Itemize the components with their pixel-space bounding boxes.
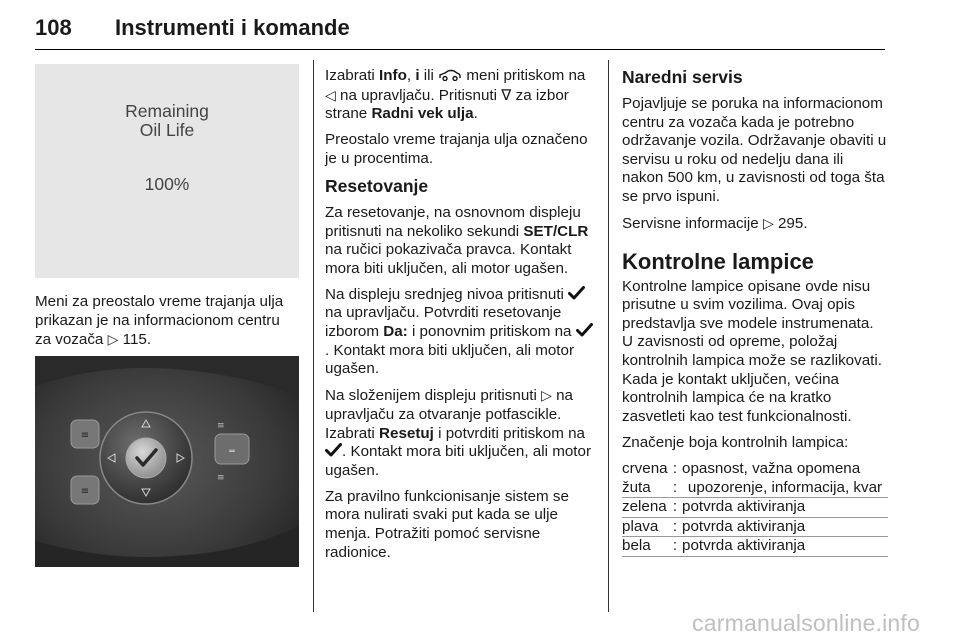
- nabla-icon: ∇: [501, 86, 512, 104]
- table-row: crvena : opasnost, važna opomena: [622, 460, 861, 477]
- table-row: zelena : potvrda aktiviranja: [622, 498, 888, 518]
- oil-life-value: 100%: [144, 174, 190, 194]
- page-header: [35, 10, 885, 50]
- arrow-left-icon: ◁: [325, 86, 336, 103]
- paragraph-reset-mid: Na displeju srednjeg nivoa pritisnuti na upravljaču. Potvrditi resetovanje izborom Da: i ponovnim pritiskom na . Kontakt mora biti uključen, ali motor ugašen.: [325, 286, 595, 379]
- heading-control-lamps: Kontrolne lampice: [622, 248, 814, 274]
- table-row: žuta : upozorenje, informacija, kvar: [622, 479, 888, 498]
- paragraph-lamp-colors-intro: Značenje boja kontrolnih lampica:: [622, 433, 849, 451]
- lamp-color-table: [622, 460, 888, 557]
- header-title: Instrumenti i komande: [115, 15, 350, 40]
- page-ref-icon: ▷: [762, 215, 774, 232]
- paragraph-reset-basic: Za resetovanje, na osnovnom displeju pritisnuti na nekoliko sekundi SET/CLR na ručici pokazivača pravca. Kontakt mora biti uključen, ali motor ugašen.: [325, 203, 589, 277]
- oil-life-caption: Meni za preostalo vreme trajanja ulja prikazan je na informacionom centru za vozača ▷ 115.: [35, 293, 284, 349]
- checkmark-icon: [576, 323, 593, 337]
- page-ref-icon: ▷: [107, 331, 119, 348]
- column-middle: [325, 67, 595, 570]
- paragraph-reset-advanced: Na složenijem displeju pritisnuti ▷ na upravljaču za otvaranje potfascikle. Izabrati Resetuj i potvrditi pritiskom na . Kontakt mora biti uključen, ali motor ugašen.: [325, 387, 592, 479]
- oil-life-display-image: [35, 64, 299, 278]
- heading-next-service: Naredni servis: [622, 67, 743, 87]
- column-divider-right: [608, 60, 609, 612]
- paragraph-reset-note: Za pravilno funkcionisanje sistem se mora nulirati svaki put kada se ulje menja. Potražiti pomoć servisne radionice.: [325, 487, 569, 561]
- svg-text:═: ═: [229, 447, 235, 457]
- checkmark-icon: [325, 443, 342, 457]
- arrow-right-icon: ▷: [541, 387, 552, 404]
- paragraph-select-menu: Izabrati Info, i ili meni pritiskom na ◁ na upravljaču. Pritisnuti ∇ za izbor strane Radni vek ulja.: [325, 67, 586, 123]
- paragraph-oil-percent: Preostalo vreme trajanja ulja označeno je u procentima.: [325, 131, 588, 167]
- steering-wheel-controls-image: [35, 356, 299, 567]
- table-row: bela : potvrda aktiviranja: [622, 537, 888, 557]
- svg-text:≡: ≡: [217, 473, 225, 483]
- svg-text:≡: ≡: [217, 421, 225, 431]
- column-right: [622, 67, 888, 557]
- svg-text:≡: ≡: [80, 430, 90, 441]
- heading-reset: Resetovanje: [325, 175, 429, 196]
- paragraph-service-info: Servisne informacije ▷ 295.: [622, 215, 808, 233]
- oil-life-title: Remaining Oil Life: [125, 101, 209, 140]
- paragraph-lamps-description: Kontrolne lampice opisane ovde nisu prisutne u svim vozilima. Ovaj opis predstavlja sve modele instrumenata. U zavisnosti od opreme, položaj kontrolnih lampica može se razlikovati. Kada je kontakt uključen, većina kontrolnih lampica će na kratko zasvetleti kao test funkcionalnosti.: [622, 277, 882, 425]
- car-icon: [438, 67, 462, 84]
- paragraph-service-message: Pojavljuje se poruka na informacionom centru za vozača kada je potrebno održavanje vozila. Održavanje obaviti u servisu u roku od nedelju dana ili nakon 500 km, u zavisnosti od toga šta se prvo ispuni.: [622, 95, 887, 205]
- column-divider-left: [313, 60, 314, 612]
- table-row: plava : potvrda aktiviranja: [622, 517, 888, 537]
- svg-text:≡: ≡: [80, 486, 90, 497]
- info-icon: i: [415, 67, 420, 84]
- watermark: carmanualsonline.info: [692, 610, 920, 636]
- checkmark-icon: [568, 286, 585, 300]
- column-left: [35, 64, 299, 497]
- page-number: 108: [35, 15, 72, 40]
